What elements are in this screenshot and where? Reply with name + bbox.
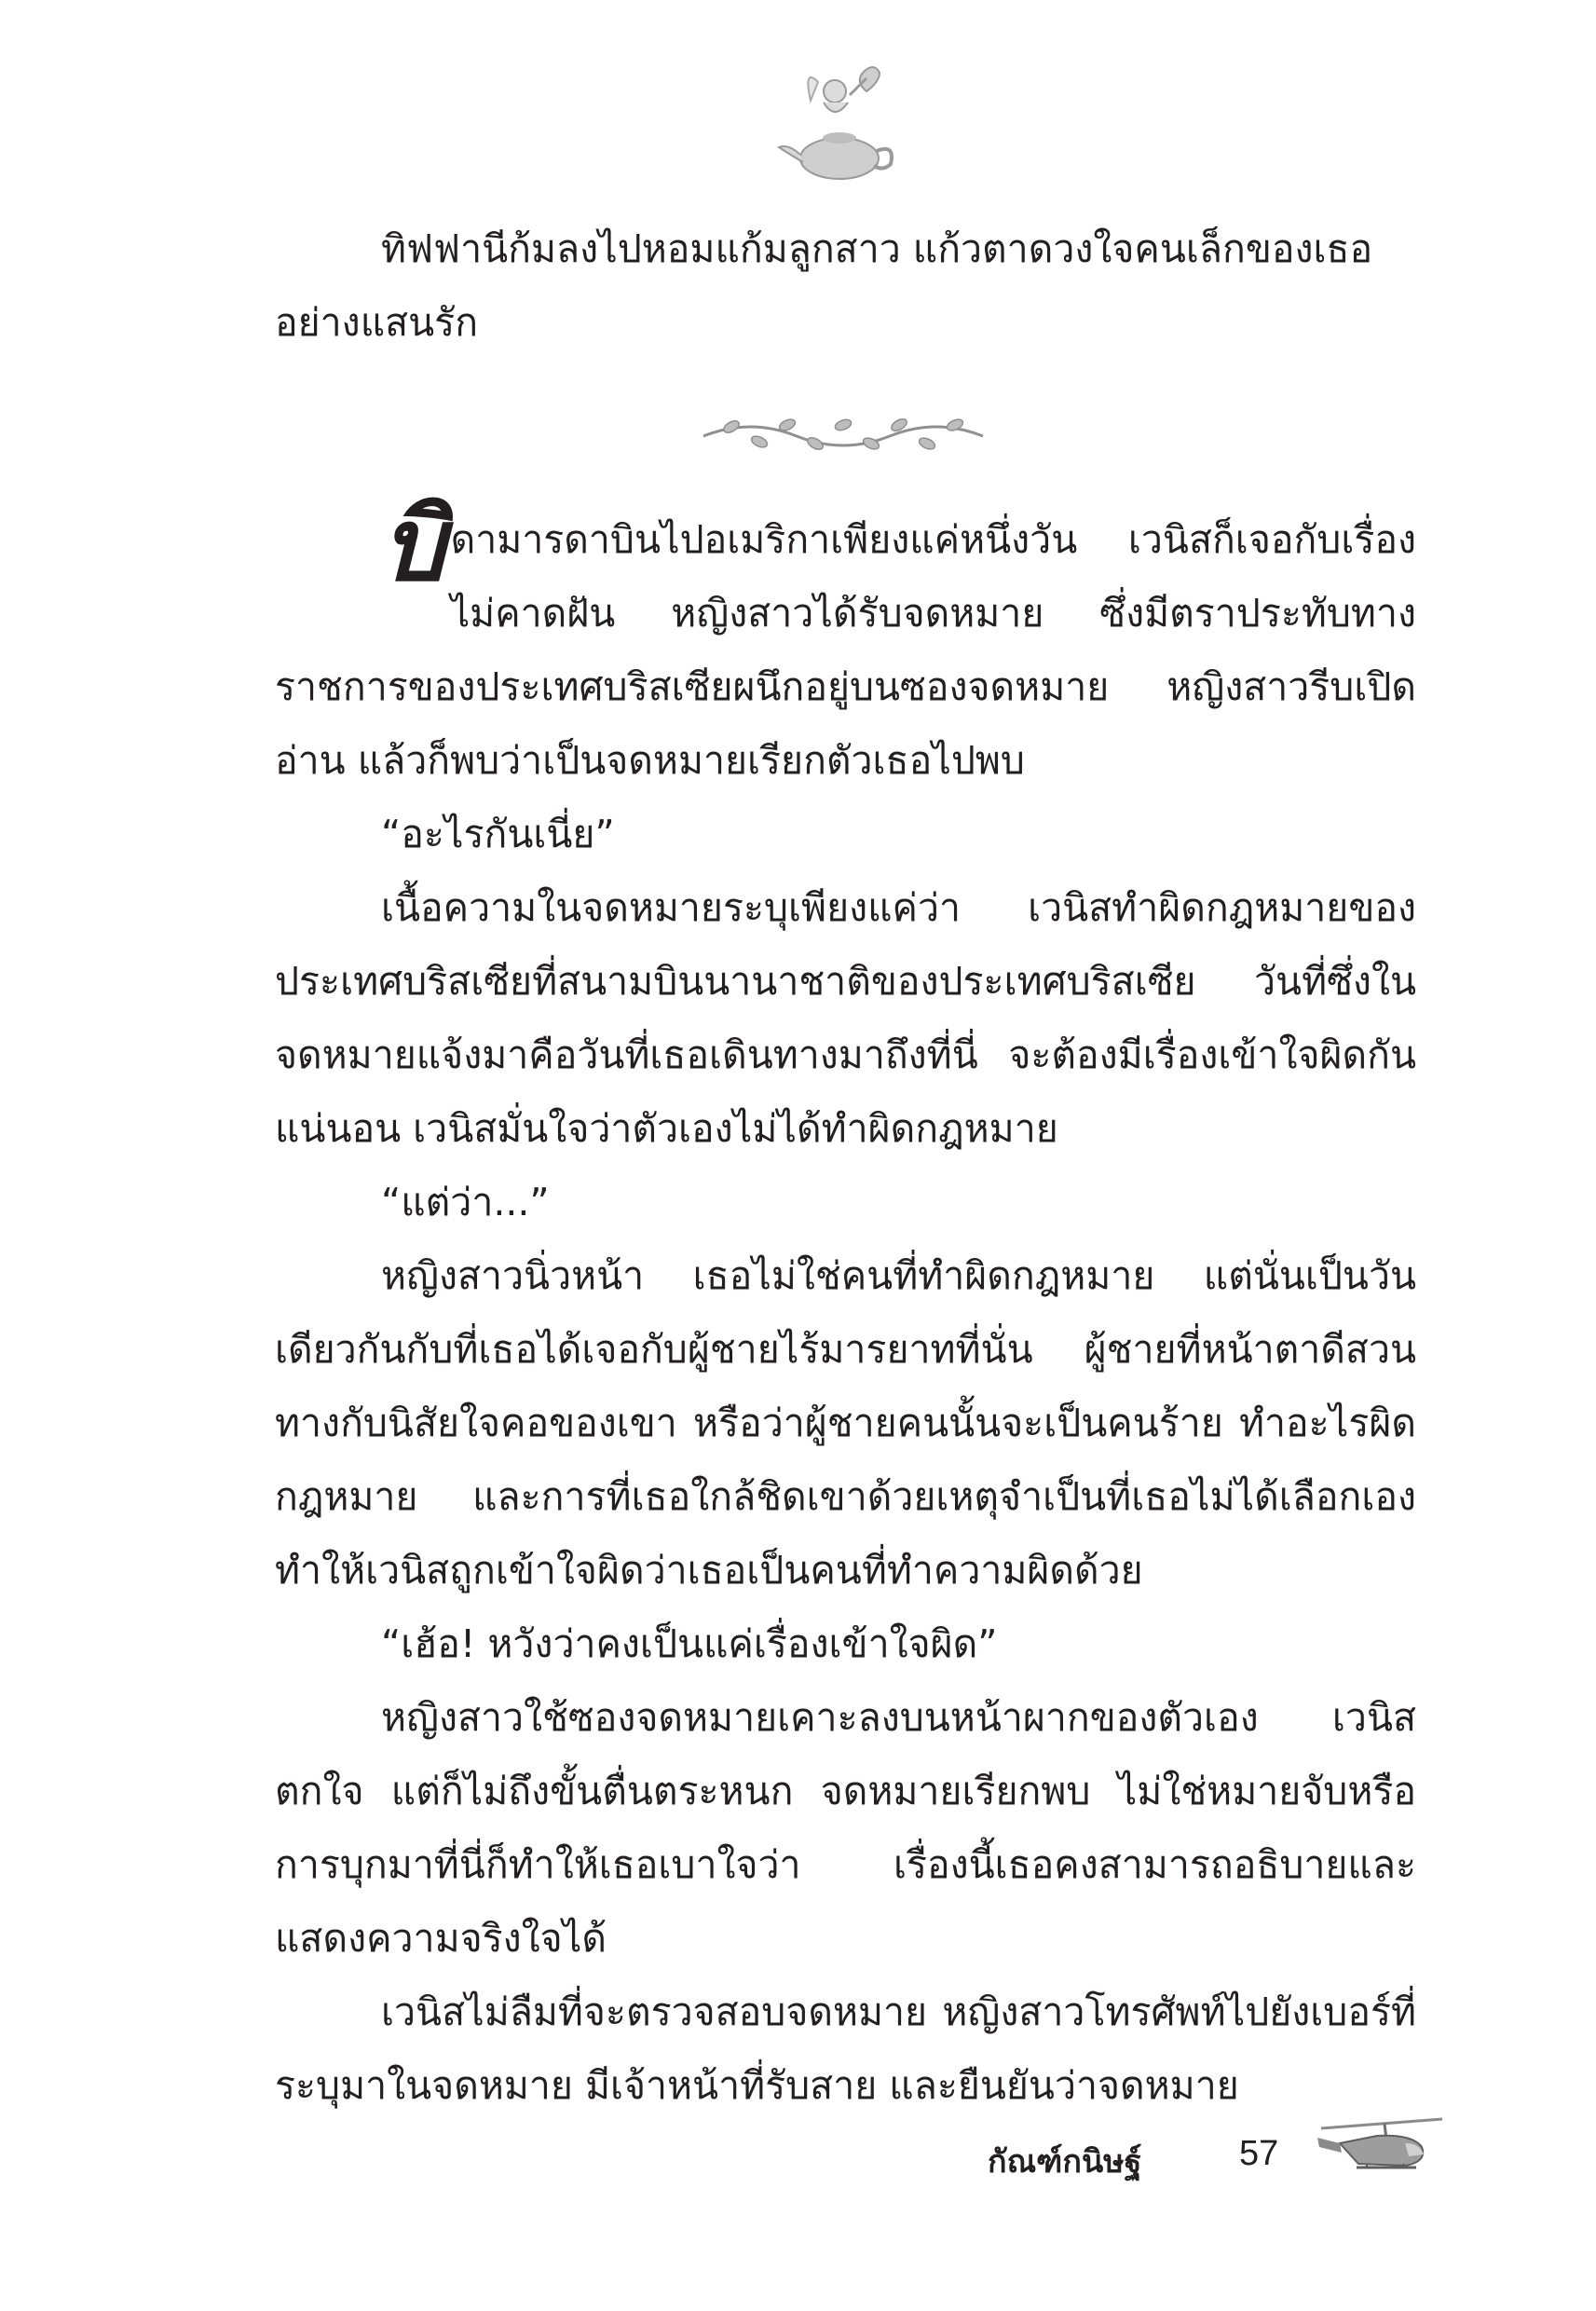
chapter-first-paragraph — [275, 486, 1416, 798]
helicopter-icon — [1312, 2106, 1452, 2190]
dialog-line: “อะไรกันเนี่ย” — [381, 812, 615, 856]
dialog-line: “เฮ้อ! หวังว่าคงเป็นแค่เรื่องเข้าใจผิด” — [381, 1621, 998, 1666]
running-footer-title: กัณฑ์กนิษฐ์ — [988, 2143, 1142, 2181]
drop-cap: บิ — [381, 486, 445, 604]
paragraph: เนื้อความในจดหมายระบุเพียงแค่ว่า เวนิสทำผิดกฎหมายของประเทศบริสเซียที่สนามบินนานาชาติของประเทศบริสเซีย วันที่ซึ่งในจดหมายแจ้งมาคือวันที่เธอเดินทางมาถึงที่นี่ จะต้องมีเรื่องเข้าใจผิดกันแน่นอน เวนิสมั่นใจว่าตัวเองไม่ได้ทำผิดกฎหมาย — [275, 885, 1416, 1151]
paragraph: หญิงสาวนิ่วหน้า เธอไม่ใช่คนที่ทำผิดกฎหมาย แต่นั่นเป็นวันเดียวกันกับที่เธอได้เจอกับผู้ชายไร้มารยาทที่นั่น ผู้ชายที่หน้าตาดีสวนทางกับนิสัยใจคอของเขา หรือว่าผู้ชายคนนั้นจะเป็นคนร้าย ทำอะไรผิดกฎหมาย และการที่เธอใกล้ชิดเขาด้วยเหตุจำเป็นที่เธอไม่ได้เลือกเองทำให้เวนิสถูกเข้าใจผิดว่าเธอเป็นคนที่ทำความผิดด้วย — [275, 1253, 1416, 1593]
paragraph: หญิงสาวใช้ซองจดหมายเคาะลงบนหน้าผากของตัวเอง เวนิสตกใจ แต่ก็ไม่ถึงขั้นตื่นตระหนก จดหมายเรียกพบ ไม่ใช่หมายจับหรือการบุกมาที่นี่ก็ทำให้เธอเบาใจว่า เรื่องนี้เธอคงสามารถอธิบายและแสดงความจริงใจได้ — [275, 1695, 1416, 1961]
opening-line-1: ทิฟฟานีก้มลงไปหอมแก้มลูกสาว แก้วตาดวงใจคนเล็กของเธอ — [381, 226, 1373, 271]
cupid-teapot-emblem-icon — [770, 54, 909, 194]
vine-divider-icon — [694, 408, 992, 457]
opening-paragraph — [275, 212, 1416, 360]
first-paragraph-text: ดามารดาบินไปอเมริกาเพียงแค่หนึ่งวัน เวนิสก็เจอกับเรื่องไม่คาดฝัน หญิงสาวได้รับจดหมาย ซึ่งมีตราประทับทางราชการของประเทศบริสเซียผนึกอยู่บนซองจดหมาย หญิงสาวรีบเปิดอ่าน แล้วก็พบว่าเป็นจดหมายเรียกตัวเธอไปพบ — [275, 517, 1416, 783]
page-number: 57 — [1239, 2134, 1279, 2173]
dialog-line: “แต่ว่า...” — [381, 1180, 550, 1224]
chapter-body — [275, 486, 1416, 2123]
paragraph: เวนิสไม่ลืมที่จะตรวจสอบจดหมาย หญิงสาวโทรศัพท์ไปยังเบอร์ที่ระบุมาในจดหมาย มีเจ้าหน้าที่รับสาย และยืนยันว่าจดหมาย — [275, 1990, 1416, 2108]
opening-line-2: อย่างแสนรัก — [275, 300, 479, 345]
